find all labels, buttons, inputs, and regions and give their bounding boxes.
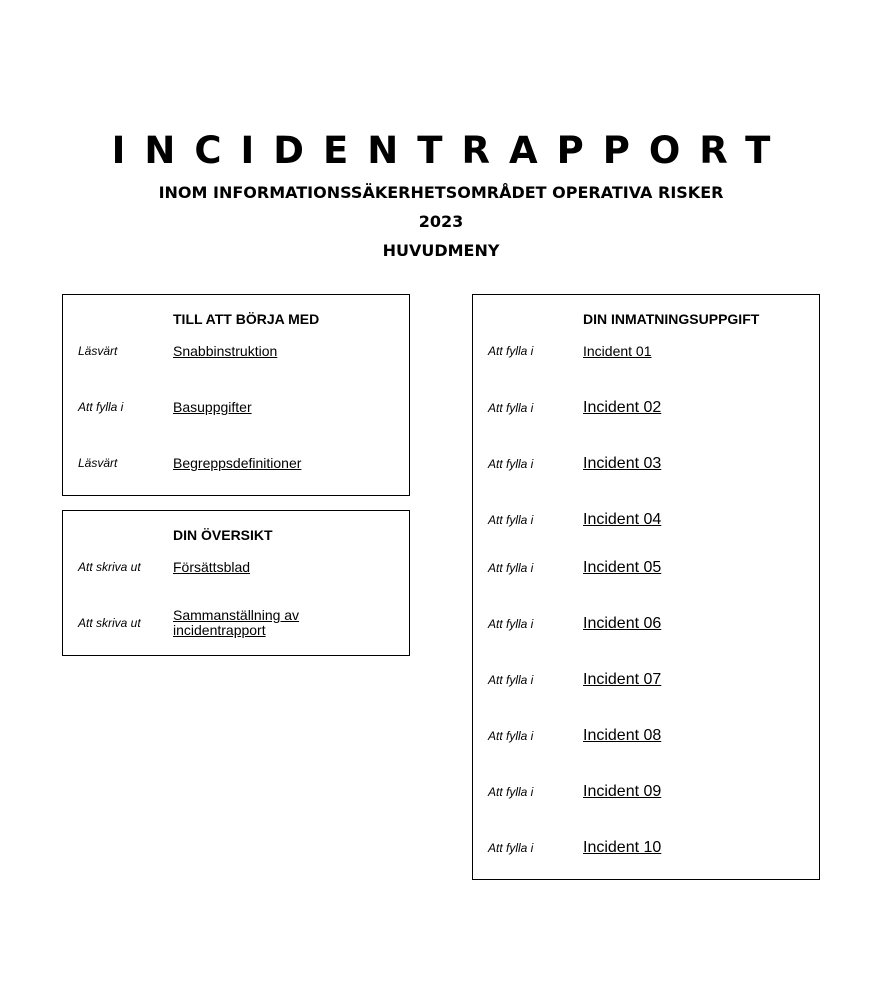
item-status: Att skriva ut [78, 616, 141, 630]
input-panel [472, 294, 820, 880]
incident-01-link[interactable]: Incident 01 [583, 343, 652, 359]
overview-panel [62, 510, 410, 656]
item-status: Att fylla i [488, 841, 534, 855]
menu-label: HUVUDMENY [382, 241, 500, 260]
item-status: Läsvärt [78, 456, 118, 470]
item-status: Att fylla i [488, 785, 534, 799]
incident-02-link[interactable]: Incident 02 [583, 399, 662, 416]
item-status: Läsvärt [78, 344, 118, 358]
page-title: INCIDENTRAPPORT [111, 129, 790, 172]
definitions-link[interactable]: Begreppsdefinitioner [173, 455, 302, 471]
start-panel-heading: TILL ATT BÖRJA MED [173, 311, 320, 327]
item-status: Att fylla i [488, 617, 534, 631]
item-status: Att fylla i [488, 513, 534, 527]
incident-07-link[interactable]: Incident 07 [583, 671, 662, 688]
quick-guide-link[interactable]: Snabbinstruktion [173, 343, 278, 359]
item-status: Att fylla i [488, 561, 534, 575]
incident-08-link[interactable]: Incident 08 [583, 727, 662, 744]
incident-04-link[interactable]: Incident 04 [583, 511, 662, 528]
page-subtitle: INOM INFORMATIONSSÄKERHETSOMRÅDET OPERATIVA RISKER [158, 183, 724, 202]
base-data-link[interactable]: Basuppgifter [173, 399, 252, 415]
start-panel [62, 294, 410, 496]
item-status: Att fylla i [488, 401, 534, 415]
incident-09-link[interactable]: Incident 09 [583, 783, 662, 800]
item-status: Att fylla i [488, 673, 534, 687]
item-status: Att skriva ut [78, 560, 141, 574]
incident-10-link[interactable]: Incident 10 [583, 839, 662, 856]
incident-06-link[interactable]: Incident 06 [583, 615, 662, 632]
item-status: Att fylla i [488, 729, 534, 743]
cover-sheet-link[interactable]: Försättsblad [173, 559, 251, 575]
overview-panel-heading: DIN ÖVERSIKT [173, 527, 273, 543]
incident-03-link[interactable]: Incident 03 [583, 455, 662, 472]
incident-05-link[interactable]: Incident 05 [583, 559, 662, 576]
item-status: Att fylla i [488, 344, 534, 358]
summary-link[interactable]: Sammanställning av incidentrapport [173, 607, 300, 638]
item-status: Att fylla i [78, 400, 124, 414]
report-year: 2023 [418, 212, 464, 231]
input-panel-heading: DIN INMATNINGSUPPGIFT [583, 311, 760, 327]
item-status: Att fylla i [488, 457, 534, 471]
